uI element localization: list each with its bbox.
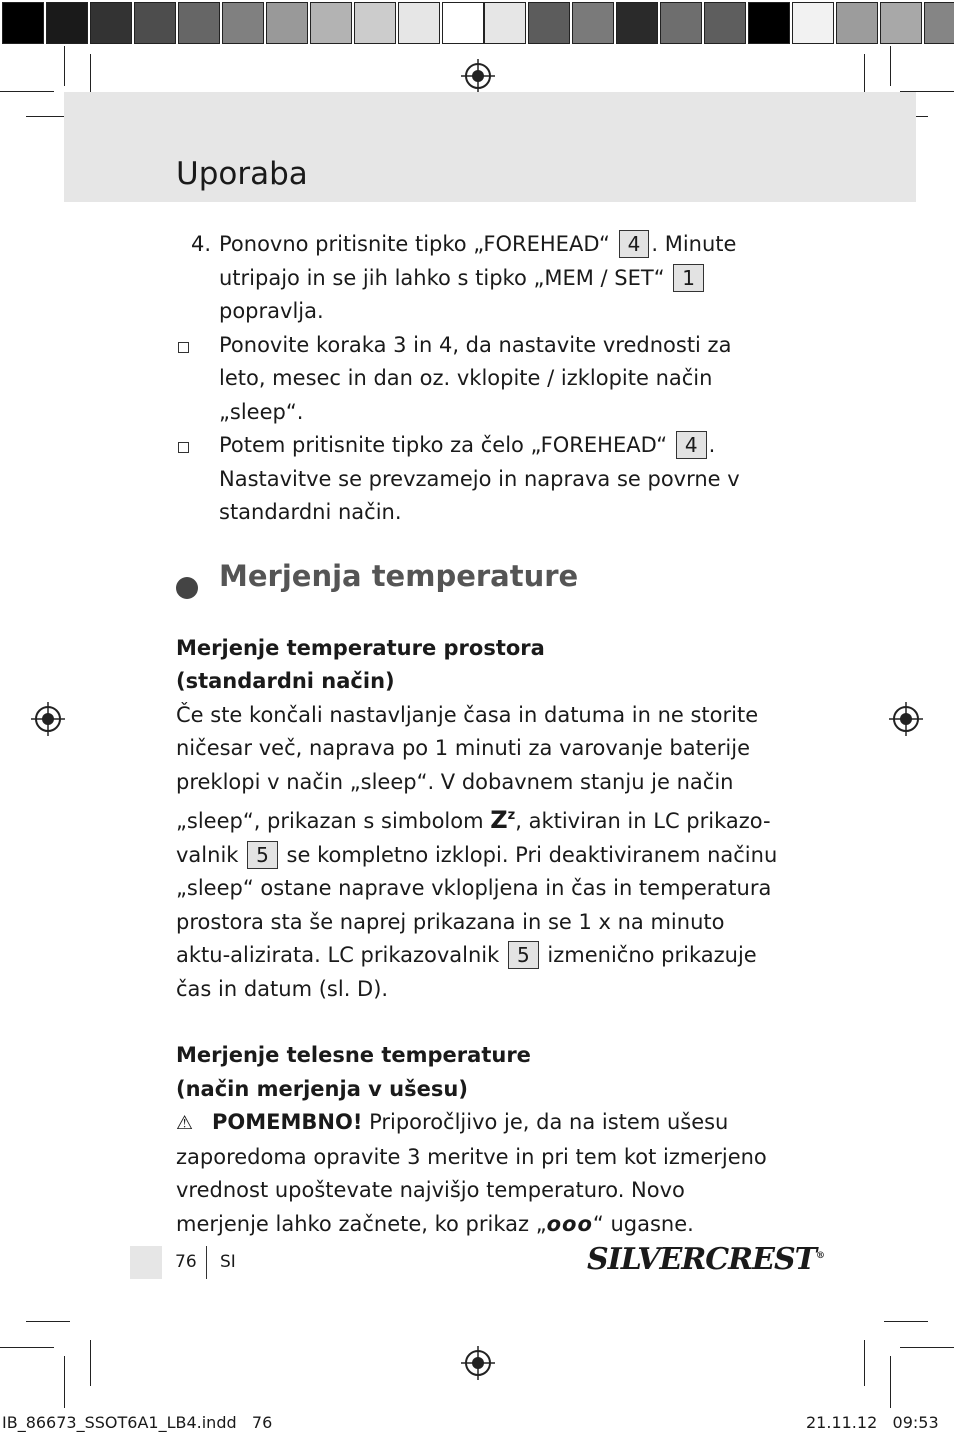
color-swatch	[266, 2, 308, 44]
section-bullet-icon	[176, 577, 198, 599]
color-strip-right	[484, 2, 954, 44]
color-swatch	[792, 2, 834, 44]
sleep-symbol-icon: $Z^z$	[490, 806, 516, 834]
color-swatch	[442, 2, 484, 44]
crop-mark	[864, 1340, 865, 1386]
crop-mark	[890, 46, 891, 86]
footer-divider	[206, 1246, 207, 1279]
bullet-text: . Nastavitve se prevzamejo in naprava se povrne v standardni način.	[219, 433, 740, 524]
step-number: 4.	[191, 232, 212, 256]
subsection-heading: Merjenje telesne temperature (način merjenja v ušesu)	[176, 1043, 531, 1101]
crop-mark	[64, 1356, 65, 1408]
page-title: Uporaba	[176, 156, 308, 192]
color-swatch	[924, 2, 954, 44]
color-swatch	[880, 2, 922, 44]
crop-mark	[26, 1321, 70, 1322]
step-4	[176, 228, 781, 329]
crop-mark	[64, 46, 65, 86]
color-swatch	[2, 2, 44, 44]
color-strip-left	[2, 2, 486, 44]
color-swatch	[310, 2, 352, 44]
crop-mark	[900, 1347, 954, 1348]
crop-mark	[90, 1340, 91, 1386]
paragraph: ⚠ POMEMBNO! Priporočljivo je, da na istem ušesu zaporedoma opravite 3 meritve in pri tem kot izmerjeno vrednost upoštevate najvišjo temperaturo. Novo merjenje lahko začnete, ko prikaz „ooo“ ugasne.	[176, 1106, 781, 1241]
key-reference: 1	[673, 264, 704, 292]
checkbox-bullet-icon	[178, 342, 189, 353]
brand-logo: SILVERCREST®	[587, 1242, 824, 1277]
bullet-item	[176, 329, 781, 430]
color-swatch	[528, 2, 570, 44]
color-swatch	[178, 2, 220, 44]
page-number: 76	[175, 1252, 197, 1272]
step-text: . Minute utripajo in se jih lahko s tipko „MEM / SET“	[219, 232, 737, 290]
registration-mark-icon	[31, 702, 65, 736]
section-title: Merjenja temperature	[219, 558, 579, 593]
color-swatch	[354, 2, 396, 44]
color-swatch	[836, 2, 878, 44]
bullet-text: Potem pritisnite tipko za čelo „FOREHEAD“	[219, 433, 668, 457]
warning-triangle-icon: ⚠	[176, 1112, 194, 1134]
warning-label: POMEMBNO!	[212, 1110, 363, 1134]
color-swatch	[660, 2, 702, 44]
color-swatch	[484, 2, 526, 44]
key-reference: 4	[619, 230, 650, 258]
section-heading	[176, 560, 781, 618]
crop-mark	[890, 1356, 891, 1408]
language-code: SI	[220, 1252, 236, 1272]
color-swatch	[222, 2, 264, 44]
color-swatch	[704, 2, 746, 44]
print-slug-datetime: 21.11.12 09:53	[806, 1413, 939, 1432]
crop-mark	[0, 1347, 54, 1348]
crop-mark	[884, 1321, 928, 1322]
step-text: popravlja.	[219, 299, 324, 323]
print-slug-file: IB_86673_SSOT6A1_LB4.indd 76	[2, 1413, 273, 1432]
color-swatch	[90, 2, 132, 44]
checkbox-bullet-icon	[178, 442, 189, 453]
bullet-text: Ponovite koraka 3 in 4, da nastavite vrednosti za leto, mesec in dan oz. vklopite / izklopite način „sleep“.	[219, 332, 732, 424]
color-swatch	[572, 2, 614, 44]
registration-mark-icon	[889, 702, 923, 736]
subsection-heading: Merjenje temperature prostora (standardni način)	[176, 635, 545, 693]
footer-tab	[130, 1246, 162, 1279]
color-swatch	[748, 2, 790, 44]
registration-mark-icon	[461, 59, 495, 93]
color-swatch	[616, 2, 658, 44]
color-swatch	[398, 2, 440, 44]
step-text: Ponovno pritisnite tipko „FOREHEAD“	[219, 232, 610, 256]
main-content	[176, 228, 781, 1241]
bullet-item	[176, 429, 781, 530]
crop-mark	[0, 91, 54, 92]
color-swatch	[134, 2, 176, 44]
color-swatch	[46, 2, 88, 44]
key-reference: 5	[247, 841, 278, 869]
key-reference: 4	[676, 431, 707, 459]
display-segments: ooo	[546, 1211, 593, 1236]
key-reference: 5	[508, 941, 539, 969]
registration-mark-icon	[461, 1346, 495, 1380]
paragraph: Če ste končali nastavljanje časa in datuma in ne storite ničesar več, naprava po 1 minuti za varovanje baterije preklopi v način „sleep“. V dobavnem stanju je način „sleep“, prikazan s simbolom $Z^z$, aktiviran in LC prikazo-valnik 5 se kompletno izklopi. Pri deaktiviranem načinu „sleep“ ostane naprave vklopljena in čas in temperatura prostora sta še naprej prikazana in se 1 x na minuto aktu-alizirata. LC prikazovalnik 5 izmenično prikazuje čas in datum (sl. D).	[176, 702, 778, 1001]
